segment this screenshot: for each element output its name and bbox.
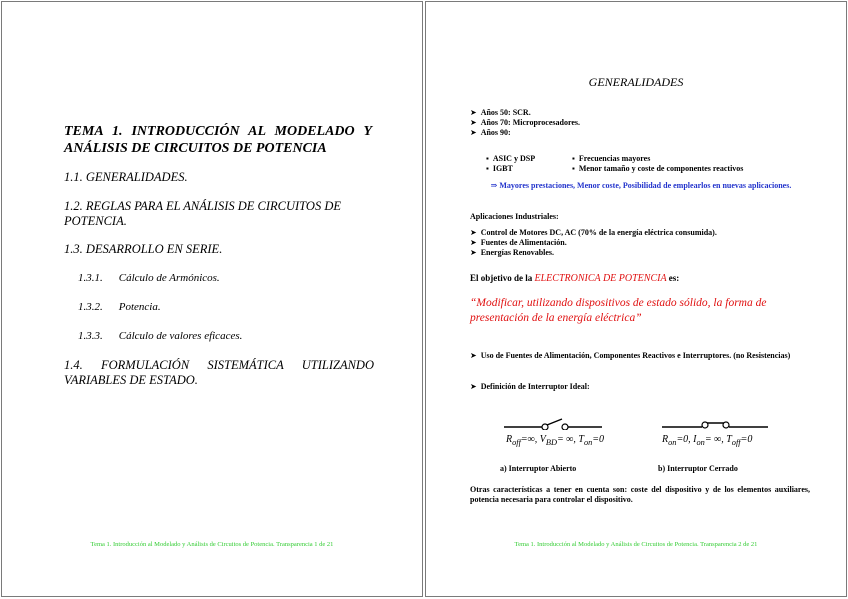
- uses-item: ➤ Uso de Fuentes de Alimentación, Componentes Reactivos e Interruptores. (no Resistencias): [470, 351, 791, 360]
- list-item: ➤ Control de Motores DC, AC (70% de la energía eléctrica consumida).: [470, 228, 717, 237]
- applications-list: [470, 228, 810, 258]
- square-bullet-icon: ▪: [572, 164, 575, 173]
- list-item: ▪ Frecuencias mayores: [572, 154, 651, 163]
- toc-text: FORMULACIÓN SISTEMÁTICA UTILIZANDO VARIABLES DE ESTADO.: [64, 358, 374, 387]
- conclusion-text: ⇒ Mayores prestaciones, Menor coste, Posibilidad de emplearlos en nuevas aplicaciones.: [490, 181, 792, 190]
- toc-item-1-3-1: [78, 271, 220, 286]
- closed-switch-icon: [662, 416, 768, 430]
- toc-item-1-2: [64, 199, 374, 229]
- toc-item-1-1: [64, 170, 188, 185]
- list-item: ▪ Menor tamaño y coste de componentes reactivos: [572, 164, 744, 173]
- open-switch-icon: [504, 416, 602, 430]
- objective-highlight: ELECTRONICA DE POTENCIA: [534, 273, 667, 284]
- toc-number: 1.3.1.: [78, 272, 103, 284]
- arrow-bullet-icon: ➤: [470, 118, 477, 127]
- page-footer: Tema 1. Introducción al Modelado y Análisis de Circuitos de Potencia. Transparencia 2 de 21: [514, 541, 758, 548]
- applications-heading: Aplicaciones Industriales:: [470, 212, 559, 221]
- list-item: ▪ IGBT: [486, 164, 513, 173]
- arrow-bullet-icon: ➤: [470, 228, 477, 237]
- list-item: ➤ Fuentes de Alimentación.: [470, 238, 567, 247]
- page-footer: Tema 1. Introducción al Modelado y Análisis de Circuitos de Potencia. Transparencia 1 de 21: [90, 541, 334, 548]
- features-list: [572, 154, 743, 174]
- list-item: ➤ Energías Renovables.: [470, 248, 555, 257]
- closed-switch-formula: $R_{on}=0$, $I_{on}=$ ∞, $T_{off}=0$: [662, 434, 753, 447]
- list-item: ➤ Años 90:: [470, 128, 511, 137]
- toc-number: 1.3.: [64, 242, 83, 256]
- square-bullet-icon: ▪: [572, 154, 575, 163]
- toc-item-1-3: [64, 242, 222, 257]
- arrow-bullet-icon: ➤: [470, 351, 477, 360]
- devices-list: [486, 154, 535, 174]
- arrow-bullet-icon: ➤: [470, 248, 477, 257]
- years-list: [470, 108, 810, 138]
- toc-number: 1.1.: [64, 170, 83, 184]
- toc-number: 1.3.2.: [78, 301, 103, 313]
- toc-text: Cálculo de valores eficaces.: [118, 330, 243, 342]
- open-switch-caption: a) Interruptor Abierto: [500, 464, 577, 473]
- slide-page-2: [425, 1, 847, 597]
- ideal-switch-item: ➤ Definición de Interruptor Ideal:: [470, 382, 590, 391]
- toc-number: 1.3.3.: [78, 330, 103, 342]
- arrow-bullet-icon: ➤: [470, 382, 477, 391]
- slide-page-1: [1, 1, 423, 597]
- list-item: ➤ Años 70: Microprocesadores.: [470, 118, 581, 127]
- arrow-bullet-icon: ➤: [470, 238, 477, 247]
- toc-number: 1.4.: [64, 358, 83, 372]
- toc-text: GENERALIDADES.: [85, 170, 188, 184]
- definition-quote: “Modificar, utilizando dispositivos de estado sólido, la forma de presentación de la energía eléctrica”: [470, 297, 767, 324]
- closed-switch-caption: b) Interruptor Cerrado: [658, 464, 738, 473]
- toc-text: Cálculo de Armónicos.: [118, 272, 220, 284]
- section-title: GENERALIDADES: [588, 75, 684, 89]
- open-switch-formula: $R_{off}=\infty$, $V_{BD}=$ ∞, $T_{on}=0$: [506, 434, 605, 447]
- list-item: ➤ Años 50: SCR.: [470, 108, 531, 117]
- square-bullet-icon: ▪: [486, 164, 489, 173]
- toc-text: Potencia.: [118, 301, 161, 313]
- list-item: ▪ ASIC y DSP: [486, 154, 536, 163]
- arrow-bullet-icon: ➤: [470, 128, 477, 137]
- toc-item-1-4: [64, 358, 374, 388]
- square-bullet-icon: ▪: [486, 154, 489, 163]
- toc-text: REGLAS PARA EL ANÁLISIS DE CIRCUITOS DE POTENCIA.: [64, 199, 341, 228]
- other-characteristics: Otras características a tener en cuenta son: coste del dispositivo y de los elementos auxiliares, potencia necesaria para controlar el dispositivo.: [470, 485, 810, 504]
- toc-number: 1.2.: [64, 199, 83, 213]
- arrow-bullet-icon: ➤: [470, 108, 477, 117]
- toc-text: DESARROLLO EN SERIE.: [85, 242, 223, 256]
- toc-item-1-3-3: [78, 329, 242, 344]
- objective-line: El objetivo de la ELECTRONICA DE POTENCIA es:: [470, 273, 680, 284]
- chapter-title: TEMA 1. INTRODUCCIÓN AL MODELADO Y ANÁLISIS DE CIRCUITOS DE POTENCIA: [64, 124, 372, 156]
- toc-item-1-3-2: [78, 300, 161, 315]
